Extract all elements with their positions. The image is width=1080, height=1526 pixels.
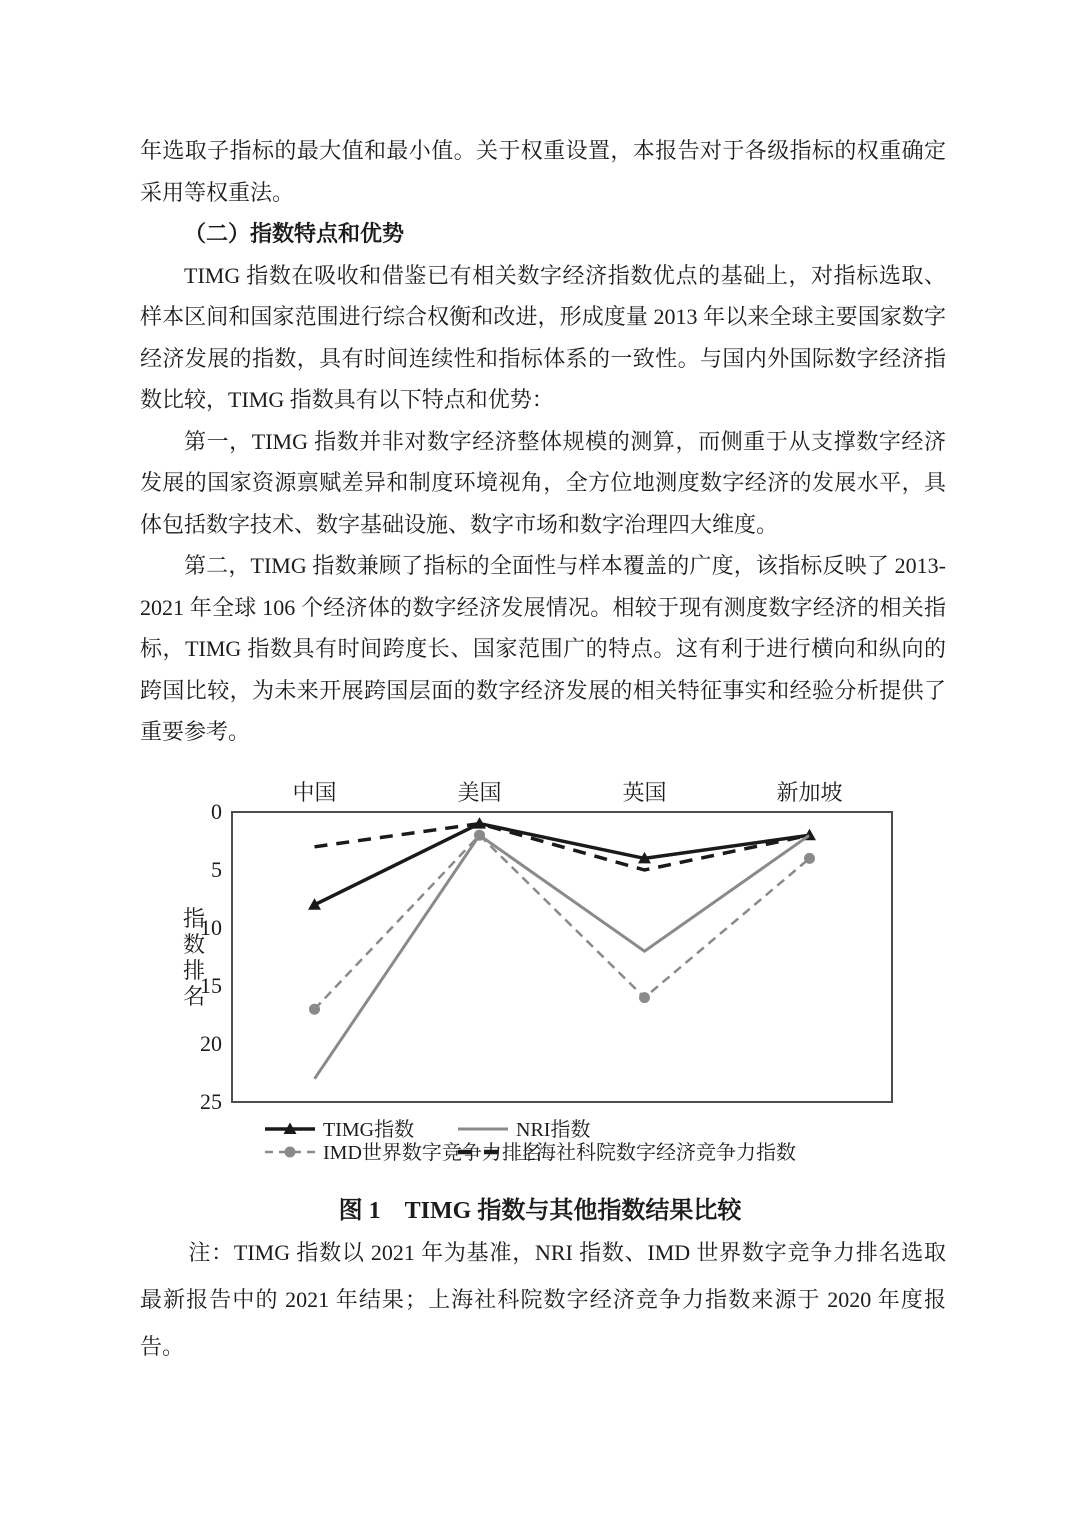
series-marker-2 <box>309 1004 320 1015</box>
legend-marker-2 <box>285 1147 296 1158</box>
paragraph-continuation: 年选取子指标的最大值和最小值。关于权重设置，本报告对于各级指标的权重确定采用等权重法。 <box>140 138 946 205</box>
y-tick-label: 5 <box>211 857 222 882</box>
plot-border <box>232 812 892 1102</box>
y-axis-title: 指 <box>182 906 206 931</box>
x-category-label: 美国 <box>457 780 502 805</box>
y-axis-title: 排 <box>182 958 206 983</box>
figure-caption: 图 1 TIMG 指数与其他指数结果比较 <box>338 1198 742 1224</box>
series-marker-2 <box>639 992 650 1003</box>
x-category-label: 英国 <box>622 780 667 805</box>
y-axis-title: 数 <box>182 932 206 957</box>
paragraph-3: 第二，TIMG 指数兼顾了指标的全面性与样本覆盖的广度，该指标反映了 2013-2021 年全球 106 个经济体的数字经济发展情况。相较于现有测度数字经济的相关指标，TIMG 指数具有时间跨度长、国家范围广的特点。这有利于进行横向和纵向的跨国比较，为未来开展跨国层面的数字经济发展的相关特征事实和经验分析提供了重要参考。 <box>140 553 946 744</box>
paragraph-2: 第一，TIMG 指数并非对数字经济整体规模的测算，而侧重于从支撑数字经济发展的国家资源禀赋差异和制度环境视角，全方位地测度数字经济的发展水平，具体包括数字技术、数字基础设施、数字市场和数字治理四大维度。 <box>140 428 946 537</box>
y-tick-label: 10 <box>200 915 222 940</box>
legend-label-1: NRI指数 <box>516 1119 591 1141</box>
legend-label-0: TIMG指数 <box>323 1119 415 1141</box>
x-category-label: 新加坡 <box>776 780 843 805</box>
y-axis-title: 名 <box>182 984 206 1009</box>
x-category-label: 中国 <box>292 780 337 805</box>
legend-label-2: IMD世界数字竞争力排名 <box>323 1142 542 1164</box>
figure-note: 注：TIMG 指数以 2021 年为基准，NRI 指数、IMD 世界数字竞争力排名选取最新报告中的 2021 年结果；上海社科院数字经济竞争力指数来源于 2020 年度报告。 <box>140 1240 946 1359</box>
series-marker-2 <box>474 830 485 841</box>
y-tick-label: 25 <box>200 1089 222 1114</box>
series-line-2 <box>315 835 810 1009</box>
y-tick-label: 20 <box>200 1031 222 1056</box>
series-marker-2 <box>804 853 815 864</box>
body-text <box>140 130 946 753</box>
legend-label-3: 上海社科院数字经济竞争力指数 <box>516 1142 796 1164</box>
index-comparison-line-chart <box>170 768 910 1178</box>
paragraph-1: TIMG 指数在吸收和借鉴已有相关数字经济指数优点的基础上，对指标选取、样本区间和国家范围进行综合权衡和改进，形成度量 2013 年以来全球主要国家数字经济发展的指数，具有时间连续性和指标体系的一致性。与国内外国际数字经济指数比较，TIMG 指数具有以下特点和优势： <box>140 262 946 412</box>
y-tick-label: 15 <box>200 973 222 998</box>
y-tick-label: 0 <box>211 799 222 824</box>
section-heading: （二）指数特点和优势 <box>184 221 405 246</box>
series-line-1 <box>315 835 810 1079</box>
